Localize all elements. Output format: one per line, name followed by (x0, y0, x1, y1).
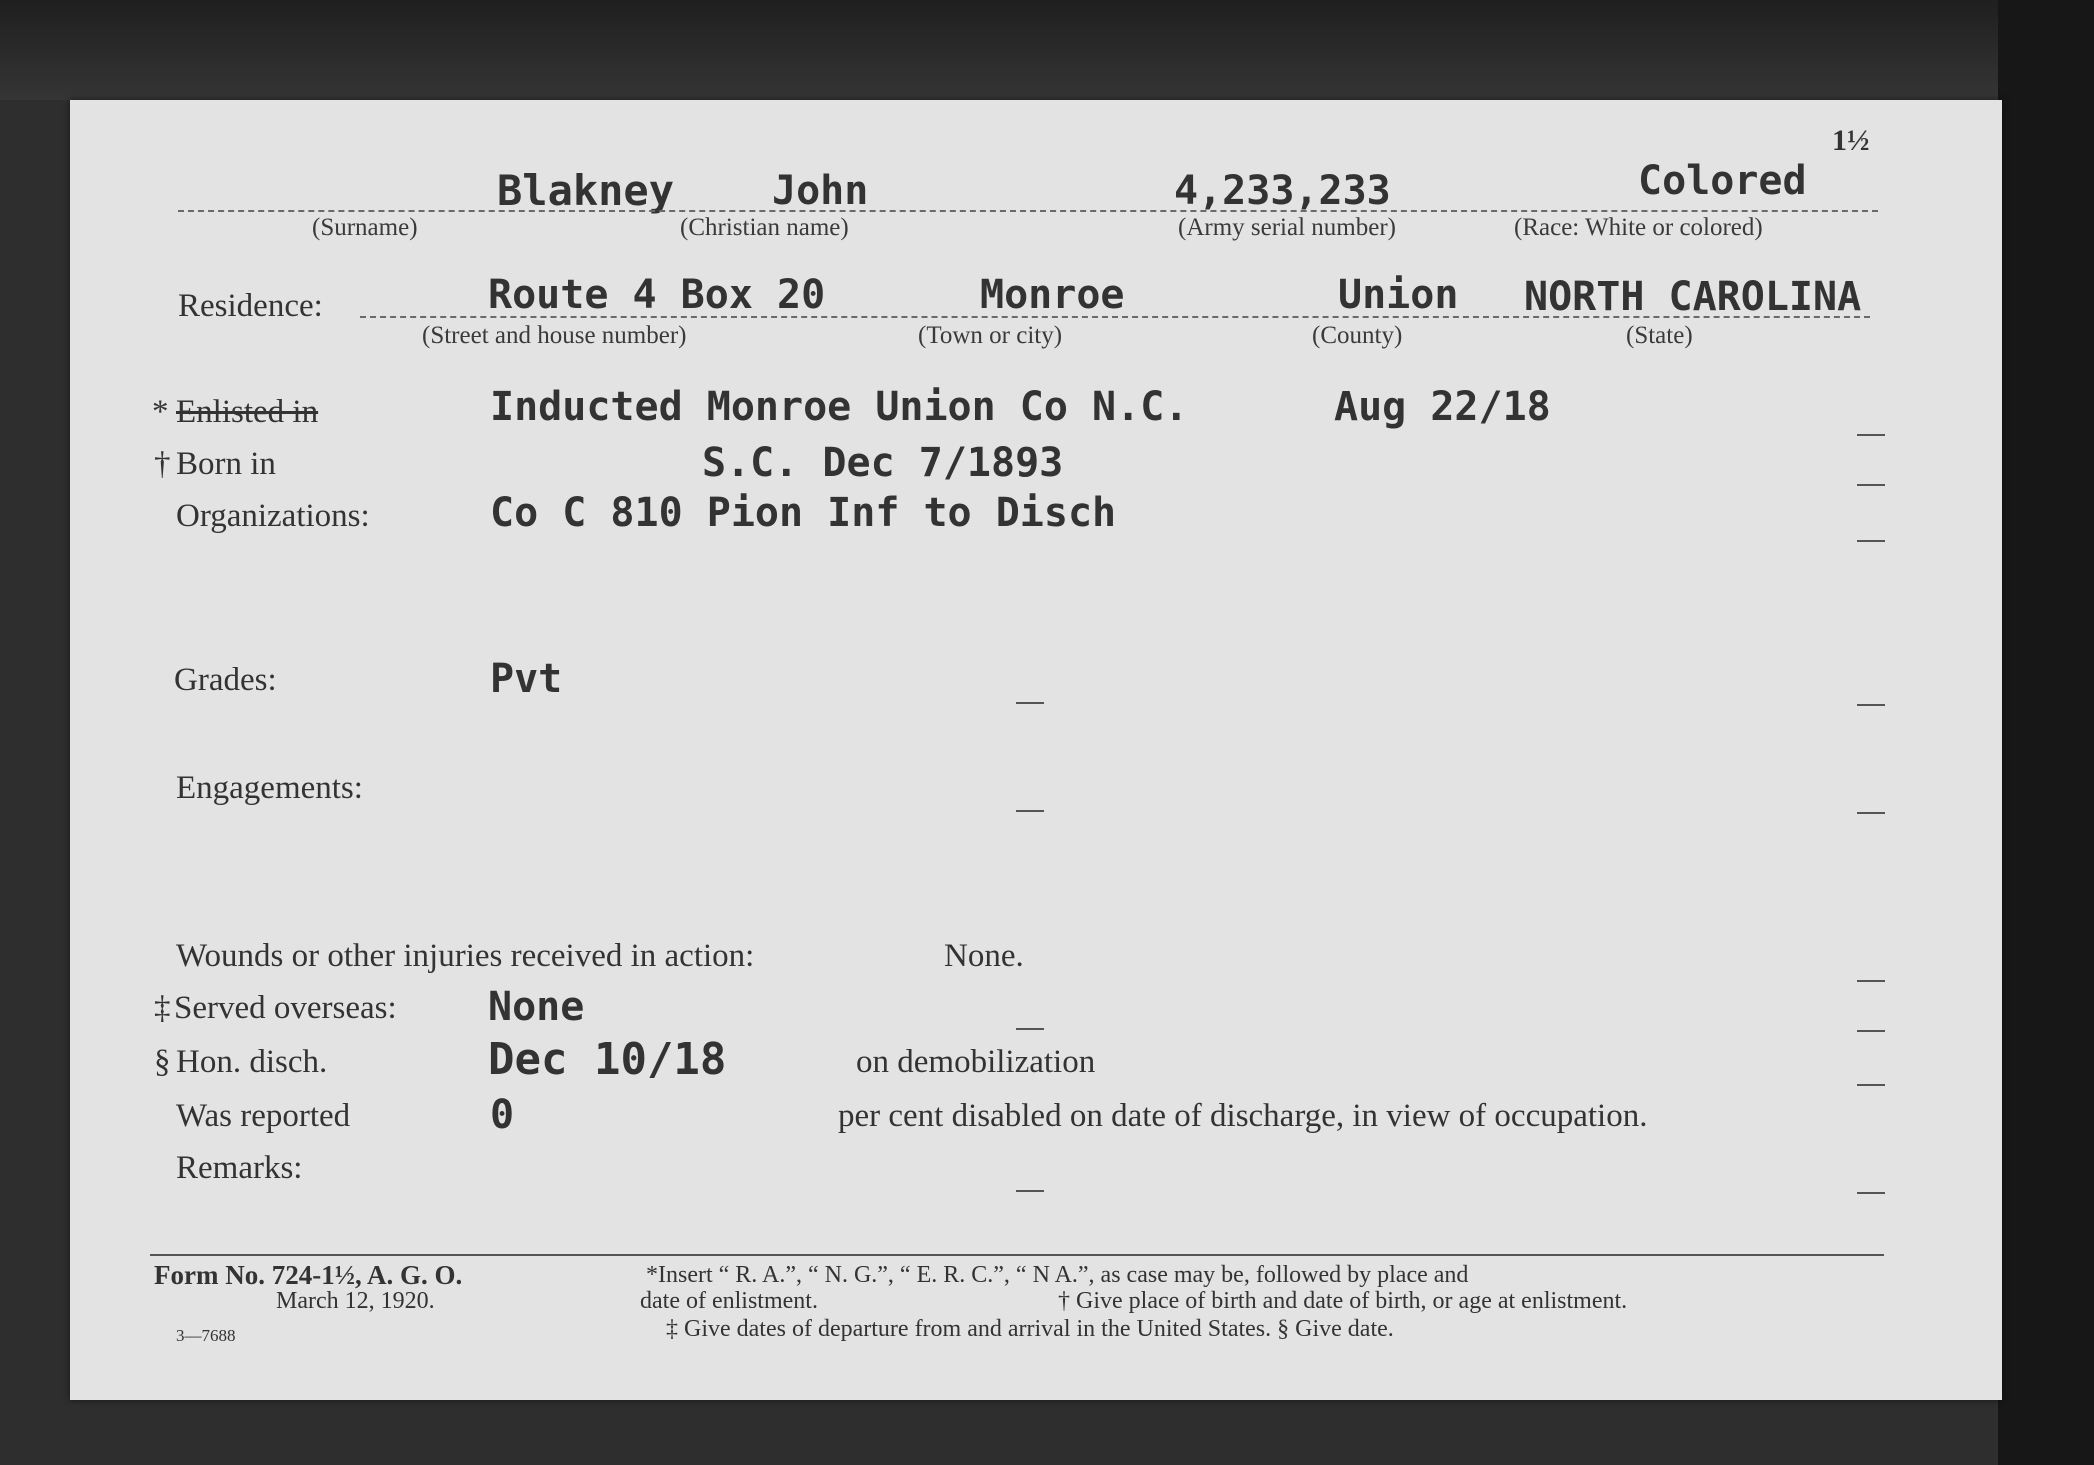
organizations-value: Co C 810 Pion Inf to Disch (490, 490, 1117, 536)
serial-number-caption: (Army serial number) (1178, 214, 1396, 241)
header-underline (178, 210, 1878, 212)
margin-dash (1016, 810, 1044, 812)
grades-value: Pvt (490, 656, 563, 702)
discharge-note: on demobilization (856, 1044, 1096, 1080)
state-caption: (State) (1626, 322, 1693, 349)
county-caption: (County) (1312, 322, 1403, 349)
margin-dash (1857, 1084, 1885, 1086)
enlisted-date: Aug 22/18 (1334, 384, 1551, 430)
margin-dash (1857, 980, 1885, 982)
enlisted-label: Enlisted in (176, 394, 319, 430)
discharge-label: Hon. disch. (176, 1044, 328, 1080)
serial-number-value: 4,233,233 (1174, 168, 1391, 214)
margin-dash (1857, 1030, 1885, 1032)
overseas-value: None (488, 984, 585, 1030)
overseas-mark: ‡ (154, 990, 171, 1026)
print-code: 3—7688 (176, 1326, 236, 1345)
christian-name-value: John (772, 168, 869, 214)
engagements-label: Engagements: (176, 770, 363, 806)
residence-county-value: Union (1338, 272, 1459, 318)
grades-label: Grades: (174, 662, 277, 698)
discharge-value: Dec 10/18 (488, 1034, 727, 1085)
overseas-label: Served overseas: (174, 990, 397, 1026)
service-record-card (70, 100, 2002, 1400)
form-number: Form No. 724-1½, A. G. O. (154, 1260, 463, 1290)
reported-label: Was reported (176, 1098, 351, 1134)
race-value: Colored (1638, 158, 1807, 204)
wounds-label: Wounds or other injuries received in action: (176, 938, 755, 974)
christian-name-caption: (Christian name) (680, 214, 849, 241)
margin-dash (1857, 1192, 1885, 1194)
born-label: Born in (176, 446, 276, 482)
margin-dash (1016, 1190, 1044, 1192)
footer-rule (150, 1254, 1884, 1256)
reported-value: 0 (490, 1092, 515, 1138)
margin-dash (1857, 434, 1885, 436)
race-caption: (Race: White or colored) (1514, 214, 1763, 241)
residence-underline (360, 316, 1870, 318)
town-caption: (Town or city) (918, 322, 1063, 349)
footnote-enlistment-cont: date of enlistment. (640, 1288, 818, 1314)
residence-state-value: NORTH CAROLINA (1524, 274, 1862, 320)
margin-dash (1857, 484, 1885, 486)
margin-dash (1857, 704, 1885, 706)
footnote-overseas-discharge: ‡ Give dates of departure from and arrival in the United States. § Give date. (666, 1316, 1394, 1342)
surname-caption: (Surname) (312, 214, 418, 241)
margin-dash (1016, 702, 1044, 704)
enlisted-value: Inducted Monroe Union Co N.C. (490, 384, 1189, 430)
margin-dash (1857, 812, 1885, 814)
wounds-value: None. (944, 938, 1024, 974)
scan-background-right (1998, 0, 2094, 1465)
residence-town-value: Monroe (980, 272, 1125, 318)
footnote-enlistment: *Insert “ R. A.”, “ N. G.”, “ E. R. C.”, “ N A.”, as case may be, followed by place and (646, 1262, 1469, 1288)
remarks-label: Remarks: (176, 1150, 303, 1186)
born-mark: † (154, 446, 171, 482)
scan-background-top (0, 0, 2094, 100)
street-caption: (Street and house number) (422, 322, 687, 349)
margin-dash (1016, 1028, 1044, 1030)
footnote-birth: † Give place of birth and date of birth, or age at enlistment. (1058, 1288, 1628, 1314)
margin-dash (1857, 540, 1885, 542)
residence-street-value: Route 4 Box 20 (488, 272, 826, 318)
form-date: March 12, 1920. (276, 1288, 435, 1314)
surname-value: Blakney (497, 166, 675, 215)
enlisted-mark: * (152, 394, 169, 430)
page-mark: 1½ (1832, 124, 1870, 157)
discharge-mark: § (154, 1044, 171, 1080)
residence-label: Residence: (178, 288, 323, 324)
born-value: S.C. Dec 7/1893 (702, 440, 1064, 486)
organizations-label: Organizations: (176, 498, 370, 534)
reported-note: per cent disabled on date of discharge, in view of occupation. (838, 1098, 1648, 1134)
